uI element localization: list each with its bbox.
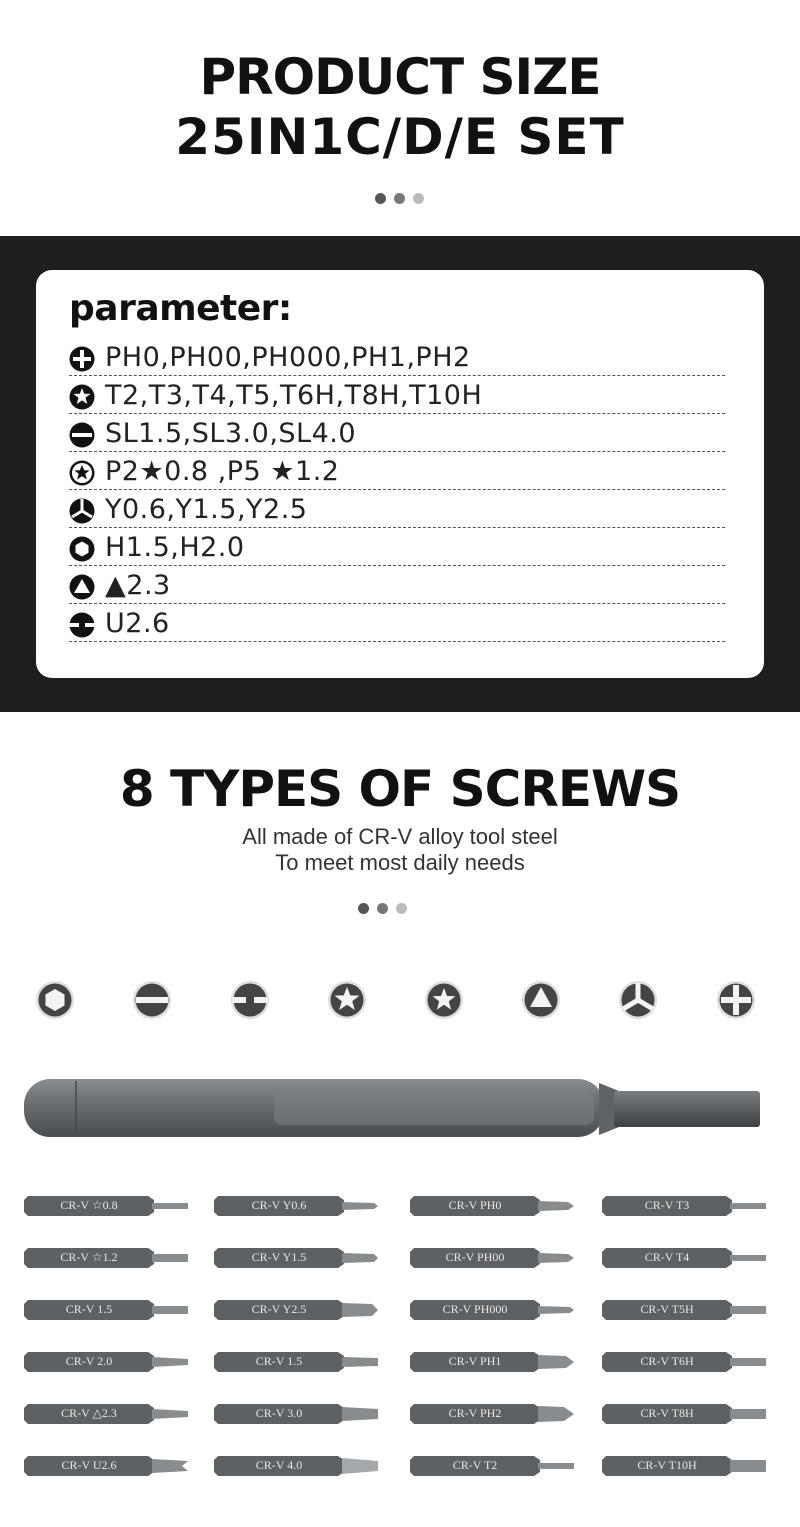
bit-label: CR-V PH1 [448, 1354, 502, 1368]
bit-item [214, 1348, 382, 1376]
carousel-dot-2[interactable] [377, 903, 388, 914]
param-row-hex [69, 528, 725, 566]
screws-title: 8 TYPES OF SCREWS [119, 760, 681, 818]
param-text: SL1.5,SL3.0,SL4.0 [105, 418, 357, 449]
title-line-1: PRODUCT SIZE [199, 48, 601, 106]
slotted-screw-icon [132, 980, 172, 1020]
param-row-tri-wing [69, 490, 725, 528]
bit-item [410, 1400, 578, 1428]
hex-screw-icon [35, 980, 75, 1020]
pentalobe-screw-icon [424, 980, 464, 1020]
bit-label: CR-V PH2 [448, 1406, 502, 1420]
param-text: T2,T3,T4,T5,T6H,T8H,T10H [105, 380, 483, 411]
tri-wing-icon [69, 498, 95, 524]
bit-label: CR-V PH00 [445, 1250, 505, 1264]
bit-label: CR-V 1.5 [255, 1354, 303, 1368]
title-line-2: 25IN1C/D/E SET [175, 108, 625, 166]
bit-item [214, 1296, 382, 1324]
bit-item [24, 1296, 192, 1324]
param-row-phillips [69, 338, 725, 376]
bit-item [24, 1452, 192, 1480]
bit-set-grid [0, 1192, 800, 1512]
carousel-dot-2[interactable] [394, 193, 405, 204]
bit-item [24, 1348, 192, 1376]
carousel-dot-1[interactable] [375, 193, 386, 204]
product-size-header [0, 0, 800, 236]
bit-item [24, 1192, 192, 1220]
triangle-screw-icon [521, 980, 561, 1020]
bit-label: CR-V Y1.5 [251, 1250, 307, 1264]
bit-item [602, 1348, 770, 1376]
u-screw-icon [230, 980, 270, 1020]
bit-label: CR-V T3 [644, 1198, 690, 1212]
bit-item [24, 1400, 192, 1428]
phillips-icon [69, 346, 95, 372]
bit-label: CR-V △2.3 [61, 1406, 117, 1420]
pentalobe-icon [69, 460, 95, 486]
screws-subtitle-2: To meet most daily needs [275, 850, 525, 875]
bit-item [24, 1244, 192, 1272]
bit-label: CR-V U2.6 [61, 1458, 117, 1472]
bit-label: CR-V Y0.6 [251, 1198, 307, 1212]
bit-item [214, 1400, 382, 1428]
u-shape-icon [69, 612, 95, 638]
bit-label: CR-V PH000 [442, 1302, 508, 1316]
tri-wing-screw-icon [618, 980, 658, 1020]
phillips-screw-icon [716, 980, 756, 1020]
bit-label: CR-V ☆1.2 [60, 1250, 118, 1264]
bit-label: CR-V T10H [637, 1458, 697, 1472]
slotted-icon [69, 422, 95, 448]
torx-screw-icon [327, 980, 367, 1020]
bit-item [410, 1244, 578, 1272]
carousel-dots-2[interactable] [358, 903, 407, 914]
param-text: PH0,PH00,PH000,PH1,PH2 [105, 342, 471, 373]
bit-label: CR-V T4 [644, 1250, 690, 1264]
param-text: U2.6 [105, 608, 170, 639]
bit-label: CR-V 3.0 [255, 1406, 303, 1420]
carousel-dots[interactable] [375, 193, 424, 204]
bit-label: CR-V 4.0 [255, 1458, 303, 1472]
param-row-triangle [69, 566, 725, 604]
bit-label: CR-V T8H [640, 1406, 694, 1420]
bit-item [214, 1452, 382, 1480]
bit-item [602, 1244, 770, 1272]
bit-label: CR-V T2 [452, 1458, 498, 1472]
hex-icon [69, 536, 95, 562]
bit-item [214, 1244, 382, 1272]
bit-label: CR-V Y2.5 [251, 1302, 307, 1316]
bit-label: CR-V 2.0 [65, 1354, 113, 1368]
screwdriver-handle [24, 1077, 764, 1141]
bit-label: CR-V T5H [640, 1302, 694, 1316]
bit-item [602, 1296, 770, 1324]
param-text: H1.5,H2.0 [105, 532, 245, 563]
carousel-dot-1[interactable] [358, 903, 369, 914]
bit-item [602, 1400, 770, 1428]
param-row-slotted [69, 414, 725, 452]
parameter-title: parameter: [69, 288, 292, 329]
torx-icon [69, 384, 95, 410]
param-text: P2★0.8 ,P5 ★1.2 [105, 456, 340, 487]
param-text: ▲2.3 [105, 570, 171, 601]
parameter-card [36, 270, 764, 678]
carousel-dot-3[interactable] [396, 903, 407, 914]
bit-label: CR-V T6H [640, 1354, 694, 1368]
param-row-torx [69, 376, 725, 414]
bit-item [410, 1192, 578, 1220]
triangle-icon [69, 574, 95, 600]
parameter-band [0, 236, 800, 712]
bit-item [602, 1192, 770, 1220]
param-row-pentalobe [69, 452, 725, 490]
bit-item [410, 1452, 578, 1480]
screws-subtitle-1: All made of CR-V alloy tool steel [242, 824, 558, 849]
bit-item [410, 1348, 578, 1376]
bit-label: CR-V PH0 [448, 1198, 502, 1212]
bit-item [602, 1452, 770, 1480]
screw-type-row [0, 980, 800, 1022]
screw-types-section [0, 712, 800, 1527]
bit-item [214, 1192, 382, 1220]
bit-label: CR-V 1.5 [65, 1302, 113, 1316]
bit-item [410, 1296, 578, 1324]
param-row-u-shape [69, 604, 725, 642]
bit-label: CR-V ☆0.8 [60, 1198, 118, 1212]
carousel-dot-3[interactable] [413, 193, 424, 204]
param-text: Y0.6,Y1.5,Y2.5 [105, 494, 308, 525]
